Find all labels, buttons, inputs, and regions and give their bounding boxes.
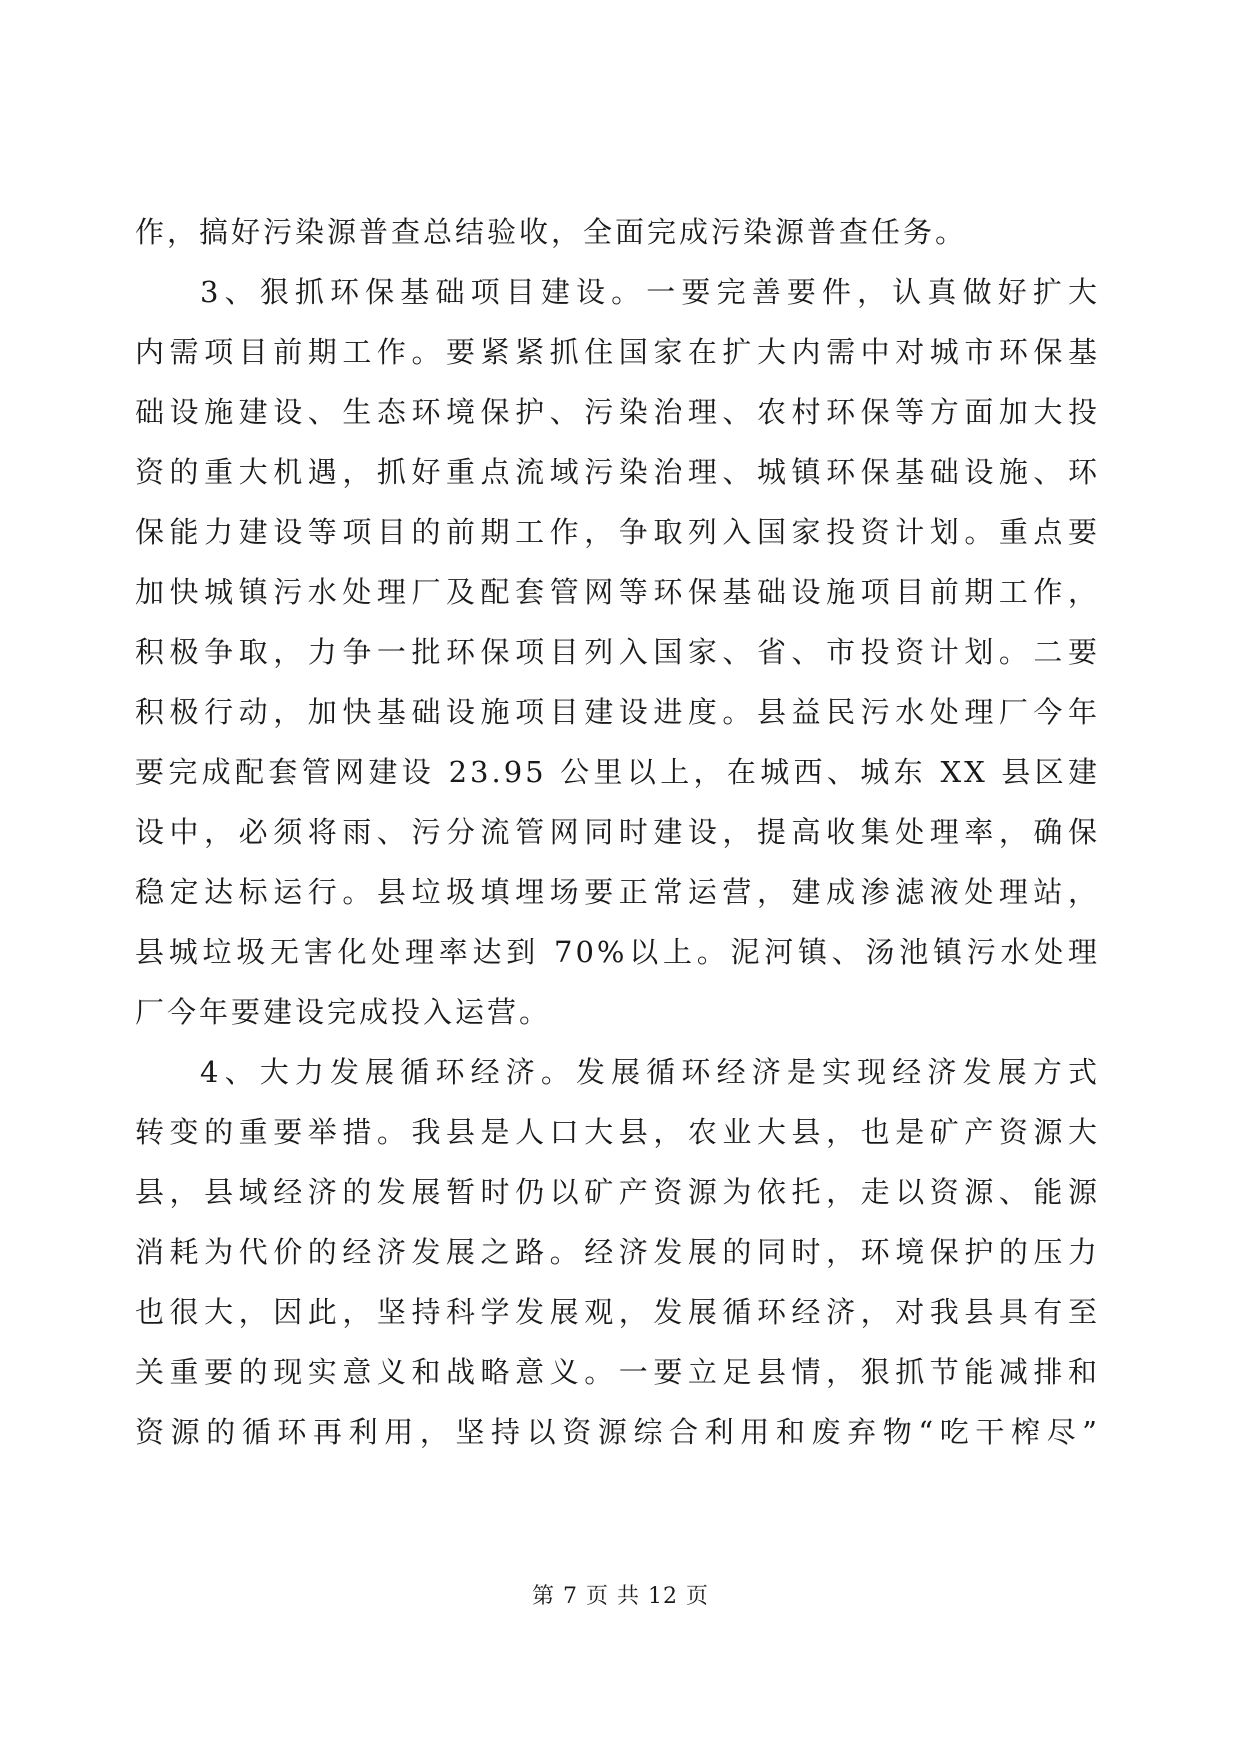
text-line: 资的重大机遇，抓好重点流域污染治理、城镇环保基础设施、环: [135, 455, 1100, 489]
page-number-footer: 第 7 页 共 12 页: [532, 1584, 709, 1609]
text-line: 县，县域经济的发展暂时仍以矿产资源为依托，走以资源、能源: [135, 1175, 1100, 1209]
text-line: 县城垃圾无害化处理率达到 70%以上。泥河镇、汤池镇污水处理: [135, 935, 1100, 969]
text-line: 础设施建设、生态环境保护、污染治理、农村环保等方面加大投: [135, 395, 1100, 429]
text-line: 3、狠抓环保基础项目建设。一要完善要件，认真做好扩大: [200, 275, 1100, 309]
text-line: 关重要的现实意义和战略意义。一要立足县情，狠抓节能减排和: [135, 1355, 1100, 1389]
text-line: 4、大力发展循环经济。发展循环经济是实现经济发展方式: [200, 1055, 1100, 1089]
text-line: 保能力建设等项目的前期工作，争取列入国家投资计划。重点要: [135, 515, 1100, 549]
text-line: 厂今年要建设完成投入运营。: [135, 995, 552, 1029]
text-line: 加快城镇污水处理厂及配套管网等环保基础设施项目前期工作，: [135, 575, 1100, 609]
text-line: 设中，必须将雨、污分流管网同时建设，提高收集处理率，确保: [135, 815, 1100, 849]
text-line: 资源的循环再利用，坚持以资源综合利用和废弃物“吃干榨尽”: [135, 1415, 1100, 1449]
text-line: 内需项目前期工作。要紧紧抓住国家在扩大内需中对城市环保基: [135, 335, 1100, 369]
text-line: 也很大，因此，坚持科学发展观，发展循环经济，对我县具有至: [135, 1295, 1100, 1329]
text-line: 积极争取，力争一批环保项目列入国家、省、市投资计划。二要: [135, 635, 1100, 669]
text-line: 作，搞好污染源普查总结验收，全面完成污染源普查任务。: [135, 215, 968, 249]
text-line: 稳定达标运行。县垃圾填埋场要正常运营，建成渗滤液处理站，: [135, 875, 1100, 909]
text-line: 要完成配套管网建设 23.95 公里以上，在城西、城东 XX 县区建: [135, 755, 1100, 789]
text-line: 消耗为代价的经济发展之路。经济发展的同时，环境保护的压力: [135, 1235, 1100, 1269]
body-text: [135, 202, 1100, 1462]
text-line: 转变的重要举措。我县是人口大县，农业大县，也是矿产资源大: [135, 1115, 1100, 1149]
text-line: 积极行动，加快基础设施项目建设进度。县益民污水处理厂今年: [135, 695, 1100, 729]
